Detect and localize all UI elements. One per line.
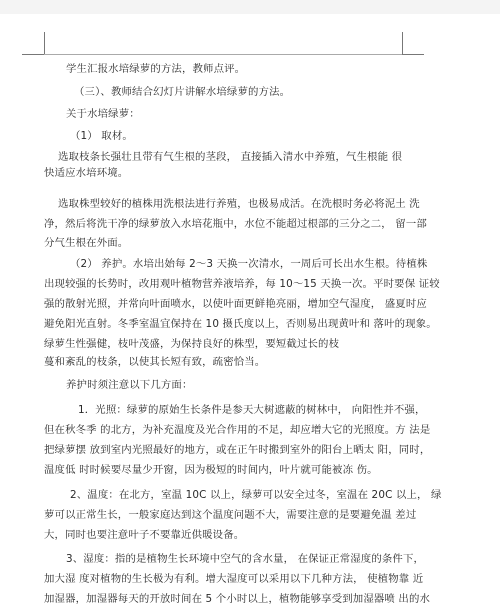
text-line: 养护时须注意以下几方面： — [66, 379, 193, 391]
text-line: 选取枝条长强壮且带有气生根的茎段， 直接插入清水中养殖，气生根能 很 — [58, 151, 403, 163]
text-line: 快适应水培环境。 — [44, 167, 129, 179]
top-edge-bar — [0, 0, 500, 15]
text-line: 加湿器，加湿器每天的开放时间在 5 个小时以上，植物能够享受到加湿器喷 出的水 — [44, 593, 431, 605]
text-line: 加大湿 度对植物的生长极为有利。增大湿度可以采用以下几种方法， 使植物靠 近 — [44, 573, 424, 585]
crop-mark-top-right-h — [402, 54, 424, 55]
text-line: 学生汇报水培绿萝的方法，教师点评。 — [66, 63, 246, 75]
text-line: 2、温度：在北方，室温 10C 以上，绿萝可以安全过冬，室温在 20C 以上， 绿 — [70, 489, 442, 501]
text-line: 但在秋冬季 的北方，为补充温度及光合作用的不足，却应增大它的光照度。方 法是 — [44, 424, 431, 436]
text-line: （2） 养护。水培出始每 2～3 天换一次清水，一周后可长出水生根。待植株 — [70, 258, 428, 270]
crop-mark-top-right-v — [402, 32, 403, 54]
text-line: 选取株型较好的植株用洗根法进行养殖，也极易成活。在洗根时务必将泥土 洗 — [58, 198, 420, 210]
text-line: 避免阳光直射。冬季室温宜保持在 10 摄氏度以上，否则易出现黄叶和 落叶的现象。 — [44, 318, 437, 330]
text-line: 强的散射光照，并常向叶面喷水，以使叶面更鲜艳亮丽，增加空气湿度， 盛夏时应 — [44, 298, 427, 310]
crop-mark-top-left-h — [22, 54, 44, 55]
text-line: （三）、教师结合幻灯片讲解水培绿萝的方法。 — [74, 86, 291, 98]
subsection-heading: （1） 取材。 — [70, 130, 133, 142]
section-heading: 关于水培绿萝： — [66, 108, 140, 120]
text-line: 分气生根在外面。 — [44, 237, 129, 249]
text-line: 净，然后将洗干净的绿萝放入水培花瓶中，水位不能超过根部的三分之二， 留一部 — [44, 218, 427, 230]
text-line: 出现较强的长势时，改用观叶植物营养液培养，每 10～15 天换一次。平时要保 证较 — [44, 278, 440, 290]
text-line: 温度低 时时候要尽量少开窗，因为极短的时间内，叶片就可能被冻 伤。 — [44, 464, 378, 476]
text-line: 萝可以正常生长，一般家庭达到这个温度问题不大，需要注意的是要避免温 差过 — [44, 509, 417, 521]
text-line: 绿萝生性强健，枝叶茂盛，为保持良好的株型，要短截过长的枝 — [44, 338, 340, 350]
text-line: 把绿萝摆 放到室内光照最好的地方，或在正午时搬到室外的阳台上晒太 阳，同时， — [44, 444, 431, 456]
text-line: 大，同时也要注意叶子不要靠近供暖设备。 — [44, 529, 245, 541]
header-rule — [44, 54, 402, 55]
crop-mark-top-left-v — [44, 32, 45, 54]
document-page — [0, 14, 500, 605]
text-line: 3、湿度：指的是植物生长环境中空气的含水量， 在保证正常湿度的条件下， — [66, 553, 425, 565]
text-line: 1．光照：绿萝的原始生长条件是参天大树遮蔽的树林中， 向阳性并不强， — [78, 404, 426, 416]
text-line: 蔓和紊乱的枝条，以使其长短有致，疏密恰当。 — [44, 356, 266, 368]
